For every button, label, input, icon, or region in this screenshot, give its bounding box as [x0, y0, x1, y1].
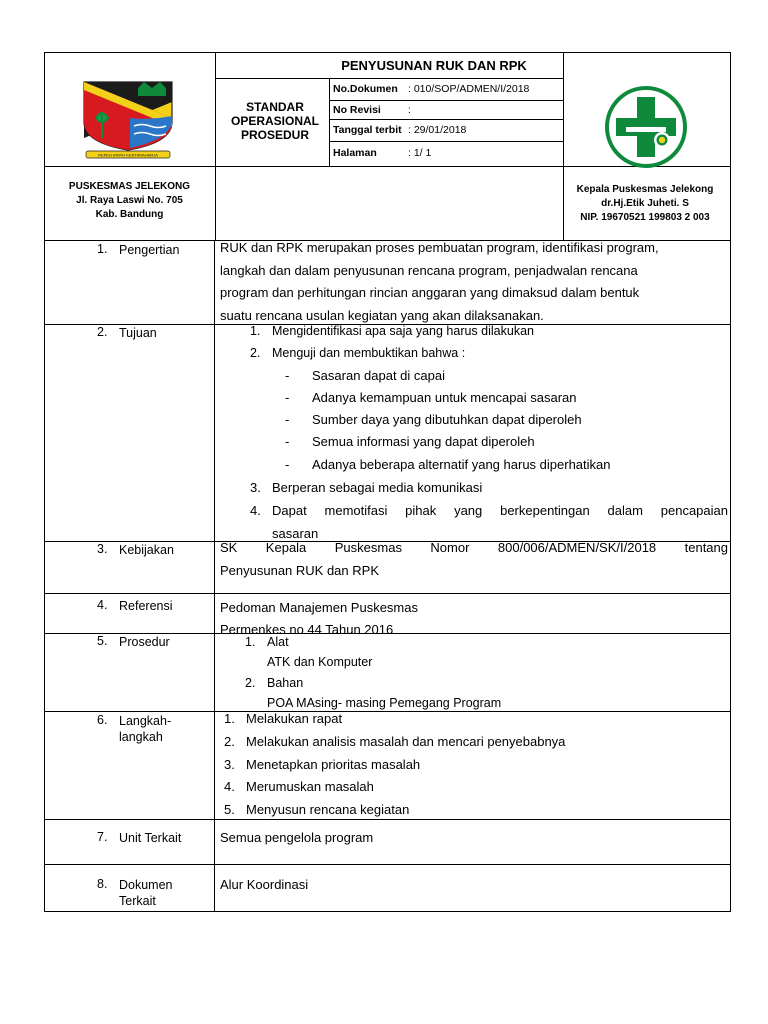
list-item: Merumuskan masalah	[246, 779, 374, 794]
list-item-number: 1.	[224, 711, 235, 726]
sub-list-item: Adanya kemampuan untuk mencapai sasaran	[312, 390, 577, 405]
sub-list-item: Sumber daya yang dibutuhkan dapat diperoleh	[312, 412, 582, 427]
section-text: SK Kepala Puskesmas Nomor 800/006/ADMEN/SK/I/2018 tentang Penyusunan RUK dan RPK	[220, 540, 728, 578]
list-item: Berperan sebagai media komunikasi	[272, 480, 483, 495]
list-item: Mengidentifikasi apa saja yang harus dilakukan	[272, 324, 534, 338]
sub-list-item: Sasaran dapat di capai	[312, 368, 445, 383]
revision-value: :	[408, 104, 411, 116]
revision-label: No Revisi	[333, 104, 381, 116]
list-item-continuation: sasaran	[272, 526, 319, 541]
list-item-detail: POA MAsing- masing Pemegang Program	[267, 696, 502, 710]
issue-date-value: : 29/01/2018	[408, 124, 467, 136]
list-item-number: 4.	[224, 779, 235, 794]
list-item-number: 1.	[250, 324, 261, 338]
issue-date-label: Tanggal terbit	[333, 124, 402, 136]
list-item: Melakukan analisis masalah dan mencari penyebabnya	[246, 734, 566, 749]
kabupaten-bandung-emblem-icon	[78, 78, 178, 160]
sub-list-item: Adanya beberapa alternatif yang harus diperhatikan	[312, 457, 611, 472]
list-item-number: 1.	[245, 635, 256, 649]
list-item-detail: ATK dan Komputer	[267, 655, 373, 669]
list-item-number: 3.	[224, 757, 235, 772]
list-item: Menetapkan prioritas masalah	[246, 757, 421, 772]
section-label: Dokumen Terkait	[119, 878, 173, 908]
list-item-number: 2.	[224, 734, 235, 749]
list-item: Menguji dan membuktikan bahwa :	[272, 346, 466, 360]
list-item-number: 4.	[250, 503, 261, 518]
section-label: Kebijakan	[119, 543, 174, 557]
sop-type-label: STANDAR OPERASIONAL PROSEDUR	[230, 100, 319, 142]
section-label: Langkah- langkah	[119, 714, 172, 744]
doc-number-label: No.Dokumen	[333, 83, 398, 95]
list-item: Bahan	[267, 676, 304, 690]
list-item: Melakukan rapat	[246, 711, 343, 726]
section-number: 1.	[97, 242, 108, 256]
section-text: RUK dan RPK merupakan proses pembuatan program, identifikasi program, langkah dan dalam penyusunan rencana program, penjadwalan rencana program dan perhitungan rincian anggaran yang dimaksud dalam bentuk suatu rencana usulan kegiatan yang akan dilaksanakan.	[220, 240, 659, 323]
list-item-number: 2.	[250, 346, 261, 360]
list-item: Menyusun rencana kegiatan	[246, 802, 410, 817]
section-text: Semua pengelola program	[220, 830, 374, 845]
section-label: Referensi	[119, 599, 173, 613]
section-number: 8.	[97, 877, 108, 891]
organization-info: PUSKESMAS JELEKONG Jl. Raya Laswi No. 705 Kab. Bandung	[68, 181, 191, 220]
list-item-number: 5.	[224, 802, 235, 817]
section-text: Alur Koordinasi	[220, 877, 309, 892]
list-item: Dapat memotifasi pihak yang berkepentingan dalam pencapaian	[272, 503, 728, 518]
section-text: Pedoman Manajemen Puskesmas Permenkes no 44 Tahun 2016	[220, 600, 418, 637]
sop-header	[44, 52, 731, 241]
document-title: PENYUSUNAN RUK DAN RPK	[341, 57, 527, 73]
section-label: Prosedur	[119, 635, 170, 649]
section-number: 7.	[97, 830, 108, 844]
list-item-number: 3.	[250, 480, 261, 495]
section-number: 4.	[97, 598, 108, 612]
svg-text:REPEH RAPIH KERTARAHARJA: REPEH RAPIH KERTARAHARJA	[98, 152, 158, 158]
signatory-info: Kepala Puskesmas Jelekong dr.Hj.Etik Juheti. S NIP. 19670521 199803 2 003	[576, 184, 714, 223]
puskesmas-logo-icon	[604, 85, 688, 169]
section-label: Tujuan	[119, 326, 157, 340]
sub-list-item: Semua informasi yang dapat diperoleh	[312, 434, 535, 449]
section-label: Unit Terkait	[119, 831, 182, 845]
section-label: Pengertian	[119, 243, 180, 257]
list-item-number: 2.	[245, 676, 256, 690]
page-value: : 1/ 1	[408, 147, 432, 159]
page-label: Halaman	[333, 147, 377, 159]
section-number: 5.	[97, 634, 108, 648]
doc-number-value: : 010/SOP/ADMEN/I/2018	[408, 83, 530, 95]
section-number: 2.	[97, 325, 108, 339]
section-number: 3.	[97, 542, 108, 556]
list-item: Alat	[267, 635, 289, 649]
section-number: 6.	[97, 713, 108, 727]
